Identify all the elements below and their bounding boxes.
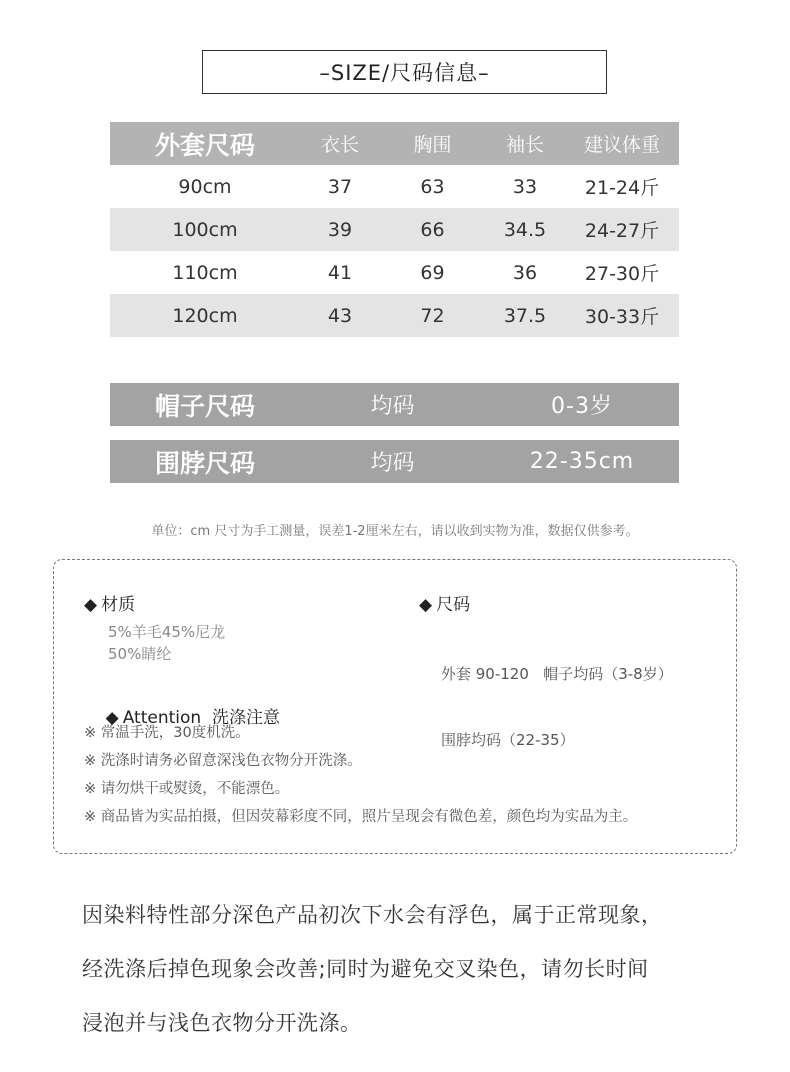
material-text <box>108 621 225 665</box>
cell-chest: 69 <box>420 261 445 284</box>
care-item: ※ 常温手洗，30度机洗。 <box>84 725 250 741</box>
scarf-size-type: 均码 <box>370 451 415 476</box>
material-line: 50%睛纶 <box>108 645 172 663</box>
cell-sleeve: 37.5 <box>503 304 547 327</box>
cell-weight: 27-30斤 <box>584 263 660 285</box>
cell-size: 90cm <box>178 175 232 198</box>
cell-sleeve: 34.5 <box>503 218 547 241</box>
size-info-line: 外套 90-120 帽子均码（3-8岁） <box>441 665 673 683</box>
measurement-note: 单位：cm 尺寸为手工测量，误差1-2厘米左右，请以收到实物为准，数据仅供参考。 <box>151 524 639 539</box>
dye-notice-line: 经洗涤后掉色现象会改善;同时为避免交叉染色，请勿长时间 <box>82 957 649 981</box>
diamond-icon: ◆ <box>84 595 98 615</box>
table-row <box>110 251 679 294</box>
cell-chest: 66 <box>420 218 445 241</box>
header-coat-size: 外套尺码 <box>154 130 255 160</box>
header-chest: 胸围 <box>413 134 452 156</box>
diamond-icon: ◆ <box>105 708 119 728</box>
material-title <box>84 590 135 615</box>
cell-length: 37 <box>327 175 353 198</box>
scarf-size-label: 围脖尺码 <box>154 448 255 478</box>
hat-size-bar <box>110 383 679 426</box>
cell-chest: 72 <box>420 304 445 327</box>
care-item: ※ 商品皆为实品拍摄，但因荧幕彩度不同，照片呈现会有微色差，颜色均为实品为主。 <box>84 809 638 825</box>
hat-size-label: 帽子尺码 <box>154 391 255 421</box>
table-row <box>110 294 679 337</box>
cell-weight: 24-27斤 <box>584 220 660 242</box>
cell-length: 39 <box>327 218 353 241</box>
hat-size-value: 0-3岁 <box>551 394 613 419</box>
table-row <box>110 208 679 251</box>
cell-length: 43 <box>327 304 353 327</box>
hat-size-type: 均码 <box>370 394 415 419</box>
size-info-line: 围脖均码（22-35） <box>441 731 575 749</box>
material-title-text: 材质 <box>101 595 136 615</box>
header-length: 衣长 <box>320 134 359 156</box>
cell-sleeve: 33 <box>512 175 538 198</box>
scarf-size-bar <box>110 440 679 483</box>
material-line: 5%羊毛45%尼龙 <box>108 623 226 641</box>
size-info-text <box>441 619 673 795</box>
scarf-size-value: 22-35cm <box>529 449 635 474</box>
cell-size: 110cm <box>172 261 238 284</box>
dye-notice-line: 浸泡并与浅色衣物分开洗涤。 <box>82 1011 362 1035</box>
care-item: ※ 洗涤时请务必留意深浅色衣物分开洗涤。 <box>84 753 362 769</box>
coat-size-table <box>110 122 679 337</box>
table-row <box>110 165 679 208</box>
size-info-title-text: 尺码 <box>436 595 471 615</box>
cell-size: 100cm <box>172 218 238 241</box>
diamond-icon: ◆ <box>419 595 433 615</box>
cell-weight: 30-33斤 <box>584 306 660 328</box>
header-weight: 建议体重 <box>583 134 660 156</box>
dye-notice-line: 因染料特性部分深色产品初次下水会有浮色，属于正常现象， <box>82 903 663 927</box>
cell-sleeve: 36 <box>512 261 538 284</box>
cell-length: 41 <box>327 261 353 284</box>
cell-size: 120cm <box>172 304 238 327</box>
product-info-box <box>53 559 737 854</box>
dye-notice <box>82 888 742 1050</box>
cell-weight: 21-24斤 <box>584 177 660 199</box>
table-header-row <box>110 122 679 165</box>
size-info-title <box>419 590 470 615</box>
header-sleeve: 袖长 <box>505 134 544 156</box>
care-item: ※ 请勿烘干或熨烫，不能漂色。 <box>84 781 290 797</box>
attention-title-text: Attention 洗涤注意 <box>122 708 280 728</box>
cell-chest: 63 <box>420 175 445 198</box>
section-title: –SIZE/尺码信息– <box>202 50 607 94</box>
